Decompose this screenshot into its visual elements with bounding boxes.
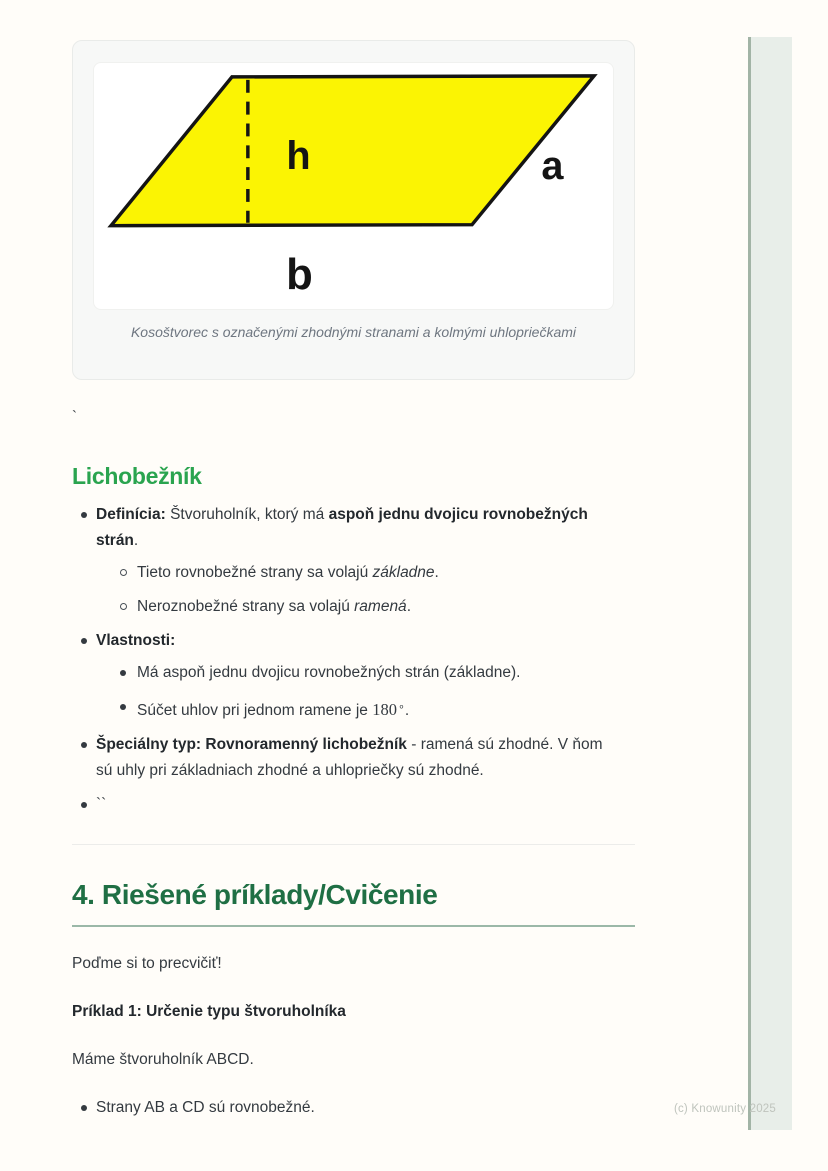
degree-symbol: ∘ <box>397 701 405 713</box>
math-180-degrees <box>372 700 405 719</box>
list-item-definicia <box>72 502 635 620</box>
trapezoid-figure <box>93 62 614 310</box>
side-strip <box>748 37 792 1130</box>
definicia-sublist <box>96 560 609 620</box>
figure-caption: Kosoštvorec s označenými zhodnými stranami a kolmými uhlopriečkami <box>130 324 577 340</box>
vlastnost-2-period: . <box>404 702 410 719</box>
document-content <box>72 0 635 1129</box>
math-180-value: 180 <box>372 700 397 719</box>
special-type-text: - ramená sú zhodné. V ňom sú uhly pri základniach zhodné a uhlopriečky sú zhodné. <box>96 736 603 779</box>
intro-text: Poďme si to precvičiť! <box>72 955 222 972</box>
definicia-text: Štvoruholník, ktorý má <box>165 506 329 523</box>
example1-bullet-text: Strany AB a CD sú rovnobežné. <box>96 1099 315 1116</box>
example1-title: Príklad 1: Určenie typu štvoruholníka <box>72 1003 346 1020</box>
watermark: (c) Knowunity 2025 <box>673 1103 776 1115</box>
list-item-special-type <box>72 732 635 784</box>
list-item-zakladne <box>112 560 609 586</box>
vlastnosti-label: Vlastnosti: <box>96 632 176 649</box>
vlastnost-1-text: Má aspoň jednu dvojicu rovnobežných strán (základne). <box>137 664 521 681</box>
trapezoid-shape-svg <box>94 63 613 309</box>
example1-bullet <box>72 1095 635 1121</box>
section-heading-examples: 4. Riešené príklady/Cvičenie <box>72 877 635 927</box>
section-divider <box>72 844 635 845</box>
example1-list <box>72 1095 635 1121</box>
list-item-vlastnosti <box>72 628 635 724</box>
list-item-vlastnost-2 <box>112 694 609 724</box>
trapezoid-polygon <box>111 76 594 226</box>
ramena-period: . <box>406 598 411 615</box>
figure-card <box>72 40 635 380</box>
double-backtick-text: `` <box>96 796 107 813</box>
figure-label-b: b <box>286 250 313 300</box>
special-type-bold: Špeciálny typ: Rovnoramenný lichobežník <box>96 736 407 753</box>
example1-text: Máme štvoruholník ABCD. <box>72 1051 254 1068</box>
zakladne-italic: základne <box>372 564 435 581</box>
vlastnost-2-text: Súčet uhlov pri jednom ramene je <box>137 702 373 719</box>
list-item-vlastnost-1 <box>112 660 609 686</box>
zakladne-period: . <box>434 564 439 581</box>
vlastnosti-sublist <box>96 660 609 724</box>
definicia-label <box>96 506 166 523</box>
trapezoid-properties-list <box>72 502 635 818</box>
definicia-period: . <box>133 532 139 549</box>
zakladne-text: Tieto rovnobežné strany sa volajú <box>137 564 373 581</box>
stray-backtick: ` <box>72 408 77 425</box>
list-item-double-backtick <box>72 792 635 818</box>
section-heading-lichobeznik: Lichobežník <box>72 463 202 489</box>
ramena-italic: ramená <box>354 598 407 615</box>
figure-label-a: a <box>541 144 564 189</box>
definicia-label-bold: Definícia: <box>96 506 166 523</box>
ramena-text: Neroznobežné strany sa volajú <box>137 598 355 615</box>
figure-label-h: h <box>286 134 311 179</box>
list-item-ramena <box>112 594 609 620</box>
definicia-bold-phrase: aspoň jednu dvojicu rovnobežných strán <box>96 506 588 549</box>
